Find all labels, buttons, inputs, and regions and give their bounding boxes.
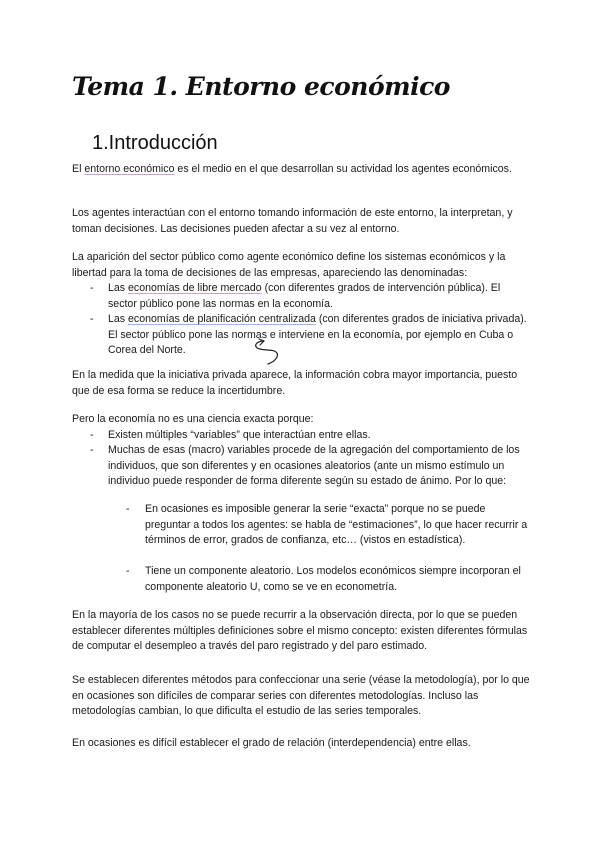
list-item-post: (con diferentes grados de iniciativa privada). El sector público pone las normas e interviene en la economía, por ejemplo en Cuba o Corea del Norte.: [108, 313, 527, 356]
list-item-pre: Las: [108, 313, 129, 325]
paragraph-8: En ocasiones es difícil establecer el grado de relación (interdependencia) entre ellas.: [72, 737, 471, 749]
sub-list-dash: -: [126, 565, 130, 577]
paragraph-1-pre: El: [72, 163, 85, 175]
list-item: [108, 312, 528, 359]
highlight-planificacion: economías de planificación centralizada: [128, 313, 316, 325]
list-dash: -: [90, 444, 94, 456]
list-item: Muchas de esas (macro) variables procede de la agregación del comportamiento de los individuos, que son diferentes y en ocasiones aleatorios (ante un mismo estímulo un individuo puede responder de forma diferente según su estado de ánimo. Por lo que:: [108, 444, 520, 487]
highlight-libre-mercado: economías de libre mercado: [128, 282, 262, 294]
list-item-pre: Las: [108, 282, 129, 294]
highlight-entorno: entorno económico: [84, 163, 175, 175]
list-dash: -: [90, 282, 94, 294]
paragraph-4: En la medida que la iniciativa privada aparece, la información cobra mayor importancia, puesto que de esa forma se reduce la incertidumbre.: [72, 369, 518, 397]
page-title: Tema 1. Entorno económico: [72, 72, 450, 101]
list-item-post: (con diferentes grados de intervención pública). El sector público pone las normas en la economía.: [108, 282, 501, 310]
sub-list-dash: -: [126, 503, 130, 515]
list-dash: -: [90, 429, 94, 441]
sub-list-item: Tiene un componente aleatorio. Los modelos económicos siempre incorporan el componente aleatorio U, como se ve en econometría.: [145, 565, 521, 593]
handwritten-arrow-icon: [250, 338, 282, 368]
paragraph-1-post: es el medio en el que desarrollan su actividad los agentes económicos.: [174, 163, 512, 175]
list-item: Existen múltiples “variables” que interactúan entre ellas.: [108, 429, 371, 441]
sub-list-item: En ocasiones es imposible generar la serie “exacta” porque no se puede preguntar a todos los agentes: se habla de “estimaciones”, lo que hacer recurrir a términos de error, grados de confianza, etc… (vistos en estadística).: [145, 503, 528, 546]
paragraph-3: La aparición del sector público como agente económico define los sistemas económicos y la libertad para la toma de decisiones de las empresas, apareciendo las denominadas:: [72, 251, 506, 279]
paragraph-7: Se establecen diferentes métodos para confeccionar una serie (véase la metodología), por lo que en ocasiones son difíciles de comparar series con diferentes metodologías. Incluso las metodologías cambian, lo que dificulta el estudio de las series temporales.: [72, 674, 530, 717]
paragraph-1: [72, 162, 532, 178]
section-heading: 1.Introducción: [92, 132, 218, 154]
paragraph-2: Los agentes interactúan con el entorno tomando información de este entorno, la interpretan, y toman decisiones. Las decisiones pueden afectar a su vez al entorno.: [72, 207, 513, 235]
list-dash: -: [90, 313, 94, 325]
paragraph-6: En la mayoría de los casos no se puede recurrir a la observación directa, por lo que se pueden establecer diferentes múltiples definiciones sobre el mismo concepto: existen diferentes fórmulas de computar el desempleo a través del paro registrado y del paro estimado.: [72, 609, 528, 652]
paragraph-5: Pero la economía no es una ciencia exacta porque:: [72, 413, 314, 425]
list-item: [108, 281, 528, 312]
